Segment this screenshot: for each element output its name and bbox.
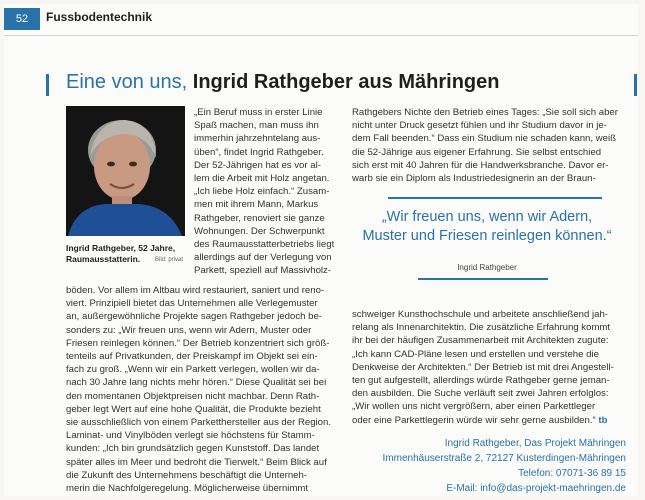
- text-line: „Wir wollen uns nicht vergrößern, aber einen Parkettleger: [352, 401, 596, 413]
- text-line: relang als Innenarchitektin. Die zusätzliche Erfahrung kommt: [352, 322, 611, 334]
- portrait-illustration: [66, 106, 185, 236]
- pull-quote: [352, 208, 622, 246]
- text-line: viert. Prinzipiell bietet das Unternehmen alle Verlegemuster: [66, 298, 318, 310]
- quote-bottom-rule: [418, 278, 548, 280]
- text-line: geber legt Wert auf eine hohe Qualität, die Produkte bezieht: [66, 403, 321, 415]
- section-title: Fussbodentechnik: [46, 10, 153, 24]
- text-line: Denkweise der Architekten.“ Der Betrieb ist mit drei Angestell-: [352, 361, 614, 373]
- text-line: „Ich liebe Holz einfach.“ Zusam-: [194, 186, 330, 198]
- column2-bottom-text: [352, 308, 622, 427]
- text-line: an, außergewöhnliche Projekte sagen Rathgeber jedoch be-: [66, 311, 323, 323]
- text-line-content: oder eine Parkettlegerin würde wir sehr gerne ausbilden.“: [352, 414, 596, 426]
- text-line: immerhin jahrzehntelang aus-: [194, 133, 321, 145]
- contact-email: E-Mail: info@das-projekt-maehringen.de: [446, 483, 626, 494]
- article-headline: [66, 71, 499, 94]
- text-line: sie ausschließlich von einem Parketthersteller aus der Region.: [66, 417, 332, 429]
- text-line: ihr bei der häufigen Zusammenarbeit mit Architekten zugute:: [352, 335, 609, 347]
- quote-line: „Wir freuen uns, wenn wir Adern,: [381, 209, 593, 225]
- magazine-page: [4, 4, 638, 496]
- caption-line: Ingrid Rathgeber, 52 Jahre,: [66, 243, 176, 253]
- text-line: men mit ihrem Mann, Markus: [194, 199, 319, 211]
- headline-prefix: Eine von uns,: [66, 71, 188, 93]
- text-line: allerdings auf der Verlegung von: [194, 252, 332, 264]
- quote-author: Ingrid Rathgeber: [457, 263, 517, 272]
- column2-top-text: [352, 106, 622, 185]
- contact-name: Ingrid Rathgeber, Das Projekt Mähringen: [444, 438, 626, 449]
- text-line: tenteils auf Privatkunden, der Preiskampf im Objekt sei ein-: [66, 351, 318, 363]
- column1-top-text: [194, 106, 344, 278]
- headline-name: Ingrid Rathgeber aus Mähringen: [192, 71, 500, 93]
- text-line: Rathgeber, renoviert sie ganze: [194, 212, 325, 224]
- text-line: ten gut aufgestellt, allerdings würde Rathgeber gerne jeman-: [352, 375, 610, 387]
- photo-credit: Bild: privat: [155, 257, 184, 263]
- contact-phone: Telefon: 07071-36 89 15: [518, 468, 626, 479]
- text-line: nicht unter Druck gesetzt fühlen und ihr Studium davor in je-: [352, 120, 607, 132]
- text-line: „Ein Beruf muss in erster Linie: [194, 107, 323, 118]
- text-line: des Raumausstatterbetriebs liegt: [194, 239, 335, 251]
- text-line: später alles im Meer und bedroht die Tierwelt.“ Beim Blick auf: [66, 456, 327, 468]
- author-signature: tb: [598, 414, 608, 426]
- text-line: merin die Nachfolgeregelung. Möglicherweise übernimmt: [66, 483, 309, 495]
- text-line: kunden: „Ich bin grundsätzlich gegen Kunststoff. Das landet: [66, 443, 320, 455]
- text-line: Wohnungen. Der Schwerpunkt: [194, 225, 325, 237]
- page-number: 52: [4, 8, 40, 30]
- caption-line: Raumausstatterin.: [66, 254, 141, 264]
- text-line: Der 52-Jährigen hat es vor al-: [194, 159, 321, 171]
- text-line: lem die Arbeit mit Holz angetan.: [194, 173, 330, 185]
- text-line: warb sie ein Diplom als Industriedesignerin an der Braun-: [352, 173, 596, 185]
- header-divider: [4, 35, 638, 36]
- text-line: böden. Vor allem im Altbau wird restauriert, saniert und reno-: [66, 285, 325, 296]
- text-line: die 52-Jährige aus eigener Erfahrung. Sie selbst entschied: [352, 146, 602, 158]
- text-line: Friesen reinlegen können.“ Der Betrieb konzentriert sich größ-: [66, 337, 330, 349]
- text-line: Spaß machen, man muss ihn: [194, 120, 319, 132]
- contact-address: Immenhäuserstraße 2, 72127 Kusterdingen-Mähringen: [382, 453, 626, 464]
- quote-line: Muster und Friesen reinlegen können.“: [362, 228, 612, 244]
- text-line: die Zukunft des Unternehmens beschäftigt die Unterneh-: [66, 469, 308, 481]
- text-line: dem Fall beenden.“ Dass ein Studium nie schaden kann, weiß: [352, 133, 616, 145]
- portrait-photo: [66, 106, 185, 236]
- text-line: „Ich kann CAD-Pläne lesen und erstellen und verstehe die: [352, 348, 599, 360]
- text-line: sonders zu: „Wir freuen uns, wenn wir Adern, Muster oder: [66, 324, 312, 336]
- title-accent-bar: [46, 74, 49, 96]
- text-line: schweiger Kunsthochschule und arbeitete anschließend jah-: [352, 309, 608, 320]
- text-line: Rathgebers Nichte den Betrieb eines Tages: „Sie soll sich aber: [352, 107, 618, 118]
- column1-bottom-text: [66, 284, 346, 495]
- text-line: Parkett, speziell auf Massivholz-: [194, 265, 332, 277]
- text-line: fach zu groß. „Wenn wir ein Parkett verlegen, wollen wir da-: [66, 364, 320, 376]
- text-line: [352, 414, 622, 427]
- contact-block: [364, 436, 626, 496]
- text-line: sich erst mit 40 Jahren für die Handwerksbranche. Davor er-: [352, 159, 609, 171]
- right-accent-bar: [634, 74, 637, 96]
- text-line: üben“, findet Ingrid Rathgeber.: [194, 146, 324, 158]
- text-line: den ausbilden. Die Suche verläuft seit zwei Jahren erfolglos:: [352, 388, 609, 400]
- text-line: Laminat- und Vinylböden verlegt sie höchstens für Stamm-: [66, 430, 315, 442]
- text-line: nach 30 Jahre lang nichts mehr hören.“ Diese Qualität sei bei: [66, 377, 327, 389]
- quote-top-rule: [388, 197, 602, 199]
- text-line: den momentanen Objektpreisen nicht machbar. Denn Rath-: [66, 390, 320, 402]
